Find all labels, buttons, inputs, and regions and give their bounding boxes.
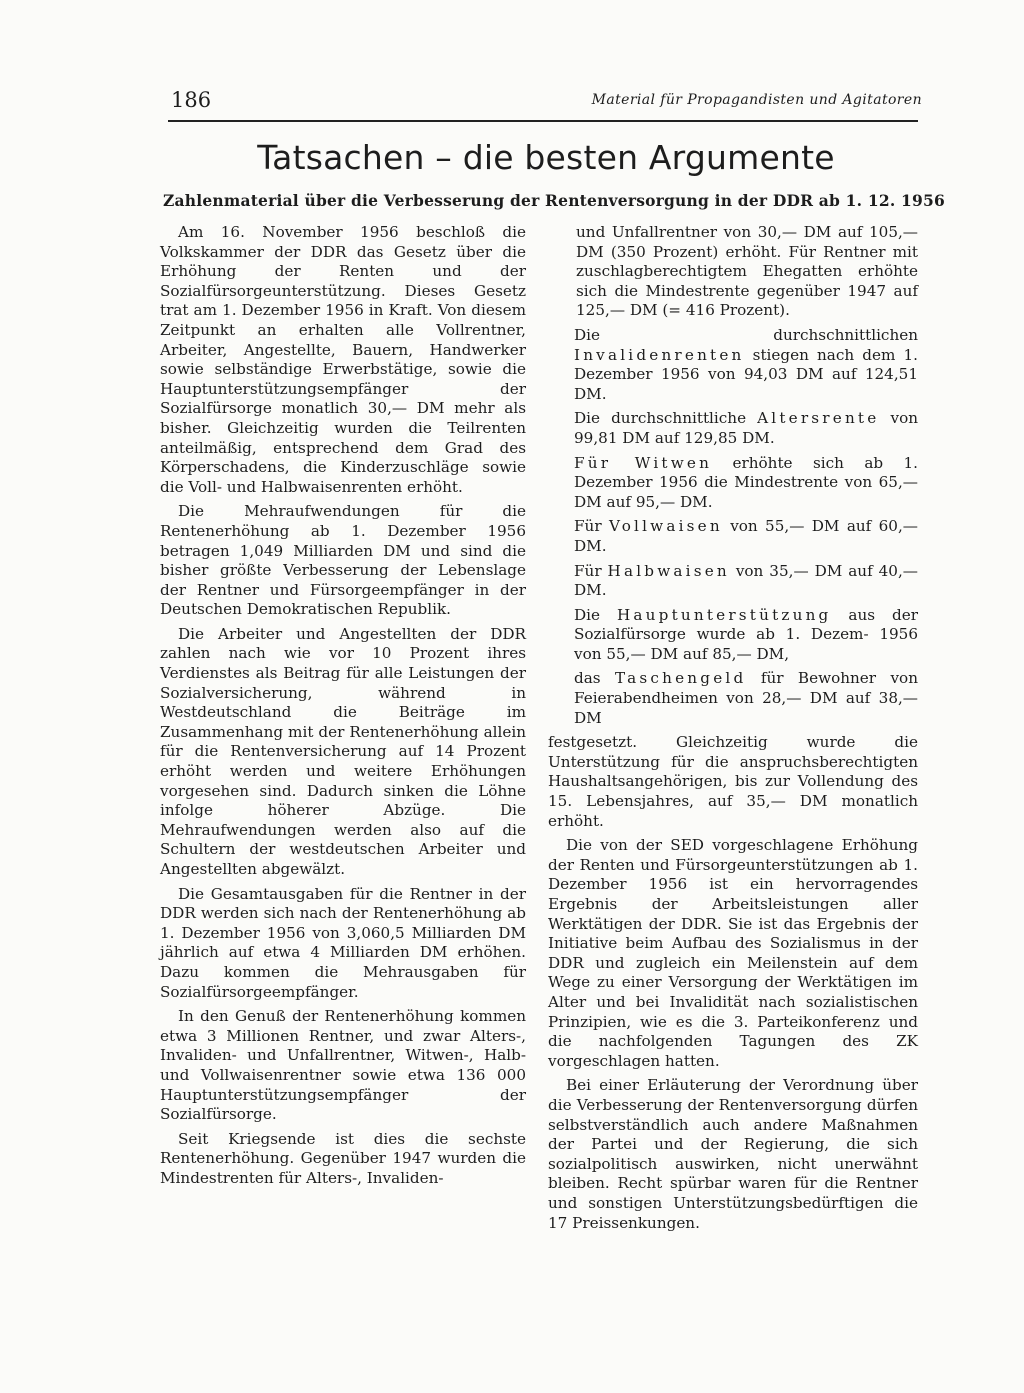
list-item: das Taschengeld für Bewohner von Feierabendheimen von 28,— DM auf 38,— DM xyxy=(574,669,918,727)
article-title: Tatsachen – die besten Argumente xyxy=(257,138,835,177)
paragraph: Seit Kriegsende ist dies die sechste Rentenerhöhung. Gegenüber 1947 wurden die Mindestrenten für Alters-, Invaliden- xyxy=(160,1129,526,1187)
list-item: Für Vollwaisen von 55,— DM auf 60,— DM. xyxy=(574,517,918,555)
paragraph: Die Gesamtausgaben für die Rentner in der DDR werden sich nach der Rentenerhöhung ab 1. Dezember 1956 von 3,060,5 Milliarden DM jährlich auf etwa 4 Milliarden DM erhöhen. Dazu kommen die Mehrausgaben für Sozialfürsorgeempfänger. xyxy=(160,884,526,1001)
paragraph: Die Arbeiter und Angestellten der DDR zahlen nach wie vor 10 Prozent ihres Verdienstes als Beitrag für alle Leistungen der Sozialversicherung, während in Westdeutschland die Beiträge im Zusammenhang mit der Rentenerhöhung allein für die Rentenversicherung auf 14 Prozent erhöht werden und weitere Erhöhungen vorgesehen sind. Dadurch sinken die Löhne infolge höherer Abzüge. Die Mehraufwendungen werden also auf die Schultern der westdeutschen Arbeiter und Angestellten abgewälzt. xyxy=(160,624,526,878)
list-item: Für Witwen erhöhte sich ab 1. Dezember 1956 die Mindestrente von 65,— DM auf 95,— DM. xyxy=(574,453,919,511)
paragraph: Die Mehraufwendungen für die Rentenerhöhung ab 1. Dezember 1956 betragen 1,049 Milliarden DM und sind die bisher größte Verbesserung der Lebenslage der Rentner und Fürsorgeempfänger in der Deutschen Demokratischen Republik. xyxy=(160,502,526,619)
paragraph: In den Genuß der Rentenerhöhung kommen etwa 3 Millionen Rentner, und zwar Alters-, Invaliden- und Unfallrentner, Witwen-, Halb- und Vollwaisenrentner sowie etwa 136 000 Hauptunterstützungsempfänger der Sozialfürsorge. xyxy=(160,1007,526,1124)
list-item: Die durchschnittliche Altersrente von 99,81 DM auf 129,85 DM. xyxy=(574,409,918,447)
paragraph: Die von der SED vorgeschlagene Erhöhung der Renten und Fürsorgeunterstützungen ab 1. Dezember 1956 ist ein hervorragendes Ergebnis der Arbeitsleistungen aller Werktätigen der DDR. Sie ist das Ergebnis der Initiative beim Aufbau des Sozialismus in der DDR und zugleich ein Meilenstein auf dem Wege zu einer Versorgung der Werktätigen im Alter und bei Invalidität nach sozialistischen Prinzipien, wie es die 3. Parteikonferenz und die nachfolgenden Tagungen des ZK vorgeschlagen hatten. xyxy=(548,836,918,1070)
list-item: Die Hauptunterstützung aus der Sozialfürsorge wurde ab 1. Dezem- 1956 von 55,— DM auf 85,— DM, xyxy=(574,605,918,663)
paragraph: und Unfallrentner von 30,— DM auf 105,— DM (350 Prozent) erhöht. Für Rentner mit zuschlagberechtigtem Ehegatten erhöhte sich die Mindestrente gegenüber 1947 auf 125,— DM (= 416 Prozent). xyxy=(576,223,918,320)
running-title: Material für Propagandisten und Agitatoren xyxy=(591,92,922,108)
paragraph: festgesetzt. Gleichzeitig wurde die Unterstützung für die anspruchsberechtigten Haushaltsangehörigen, bis zur Vollendung des 15. Lebensjahres, auf 35,— DM monatlich erhöht. xyxy=(548,733,918,830)
left-column xyxy=(160,223,526,1194)
header-rule xyxy=(168,120,918,122)
article-subtitle: Zahlenmaterial über die Verbesserung der Rentenversorgung in der DDR ab 1. 12. 1956 xyxy=(163,191,945,210)
list-item: Für Halbwaisen von 35,— DM auf 40,— DM. xyxy=(574,561,918,600)
list-item: Die durchschnittlichen Invalidenrenten stiegen nach dem 1. Dezember 1956 von 94,03 DM auf 124,51 DM. xyxy=(574,325,918,403)
page-number: 186 xyxy=(171,88,212,112)
paragraph: Am 16. November 1956 beschloß die Volkskammer der DDR das Gesetz über die Erhöhung der Renten und der Sozialfürsorgeunterstützung. Dieses Gesetz trat am 1. Dezember 1956 in Kraft. Von diesem Zeitpunkt an erhalten alle Vollrentner, Arbeiter, Angestellte, Bauern, Handwerker sowie selbständige Erwerbstätige, sowie die Hauptunterstützungsempfänger der Sozialfürsorge monatlich 30,— DM mehr als bisher. Gleichzeitig wurden die Teilrenten anteilmäßig, entsprechend dem Grad des Körperschadens, die Kinderzuschläge sowie die Voll- und Halbwaisenrenten erhöht. xyxy=(160,223,526,496)
paragraph: Bei einer Erläuterung der Verordnung über die Verbesserung der Rentenversorgung dürfen selbstverständlich auch andere Maßnahmen der Partei und der Regierung, die sich sozialpolitisch auswirken, nicht unerwähnt bleiben. Recht spürbar waren für die Rentner und sonstigen Unterstützungsbedürftigen die 17 Preissenkungen. xyxy=(548,1076,918,1232)
right-column xyxy=(548,223,918,1238)
